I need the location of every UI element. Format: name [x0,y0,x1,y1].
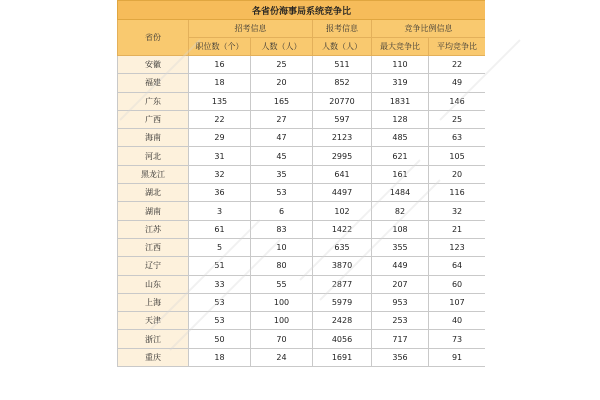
recruit-count-cell: 25 [251,56,313,74]
positions-cell: 18 [189,348,251,366]
table-row [118,147,486,165]
apply-count-cell: 635 [313,238,372,256]
apply-count-cell: 641 [313,165,372,183]
apply-count-cell: 511 [313,56,372,74]
header-positions: 职位数（个） [189,38,251,56]
recruit-count-cell: 100 [251,312,313,330]
province-cell: 海南 [118,129,189,147]
apply-count-cell: 20770 [313,92,372,110]
province-cell: 浙江 [118,330,189,348]
apply-count-cell: 3870 [313,257,372,275]
recruit-count-cell: 24 [251,348,313,366]
positions-cell: 5 [189,238,251,256]
table-row [118,92,486,110]
province-cell: 辽宁 [118,257,189,275]
positions-cell: 3 [189,202,251,220]
table-row [118,110,486,128]
header-group-ratio: 竞争比例信息 [372,20,486,38]
apply-count-cell: 2877 [313,275,372,293]
table-row [118,348,486,366]
competition-table [117,0,485,367]
apply-count-cell: 102 [313,202,372,220]
province-cell: 上海 [118,293,189,311]
max-ratio-cell: 207 [372,275,429,293]
header-recruit-count: 人数（人） [251,38,313,56]
apply-count-cell: 1422 [313,220,372,238]
positions-cell: 51 [189,257,251,275]
province-cell: 江苏 [118,220,189,238]
recruit-count-cell: 45 [251,147,313,165]
positions-cell: 18 [189,74,251,92]
table-row [118,293,486,311]
avg-ratio-cell: 105 [429,147,486,165]
avg-ratio-cell: 63 [429,129,486,147]
max-ratio-cell: 449 [372,257,429,275]
apply-count-cell: 1691 [313,348,372,366]
province-cell: 广东 [118,92,189,110]
province-cell: 湖北 [118,184,189,202]
recruit-count-cell: 20 [251,74,313,92]
max-ratio-cell: 161 [372,165,429,183]
recruit-count-cell: 100 [251,293,313,311]
competition-table-sheet [117,0,485,400]
province-cell: 天津 [118,312,189,330]
recruit-count-cell: 70 [251,330,313,348]
max-ratio-cell: 108 [372,220,429,238]
max-ratio-cell: 953 [372,293,429,311]
avg-ratio-cell: 49 [429,74,486,92]
max-ratio-cell: 1831 [372,92,429,110]
apply-count-cell: 2995 [313,147,372,165]
max-ratio-cell: 621 [372,147,429,165]
positions-cell: 22 [189,110,251,128]
table-row [118,257,486,275]
apply-count-cell: 2123 [313,129,372,147]
max-ratio-cell: 717 [372,330,429,348]
apply-count-cell: 5979 [313,293,372,311]
positions-cell: 36 [189,184,251,202]
table-row [118,129,486,147]
max-ratio-cell: 253 [372,312,429,330]
province-cell: 湖南 [118,202,189,220]
positions-cell: 61 [189,220,251,238]
table-body [118,56,486,367]
avg-ratio-cell: 146 [429,92,486,110]
table-row [118,312,486,330]
recruit-count-cell: 83 [251,220,313,238]
table-row [118,238,486,256]
header-province: 省份 [118,20,189,56]
apply-count-cell: 852 [313,74,372,92]
max-ratio-cell: 319 [372,74,429,92]
max-ratio-cell: 356 [372,348,429,366]
avg-ratio-cell: 91 [429,348,486,366]
positions-cell: 135 [189,92,251,110]
header-group-apply: 报考信息 [313,20,372,38]
avg-ratio-cell: 22 [429,56,486,74]
header-apply-count: 人数（人） [313,38,372,56]
max-ratio-cell: 485 [372,129,429,147]
province-cell: 河北 [118,147,189,165]
positions-cell: 32 [189,165,251,183]
positions-cell: 50 [189,330,251,348]
recruit-count-cell: 10 [251,238,313,256]
positions-cell: 53 [189,293,251,311]
header-avg-ratio: 平均竞争比 [429,38,486,56]
province-cell: 广西 [118,110,189,128]
header-max-ratio: 最大竞争比 [372,38,429,56]
table-row [118,202,486,220]
positions-cell: 29 [189,129,251,147]
province-cell: 江西 [118,238,189,256]
recruit-count-cell: 27 [251,110,313,128]
table-row [118,165,486,183]
province-cell: 安徽 [118,56,189,74]
avg-ratio-cell: 73 [429,330,486,348]
avg-ratio-cell: 21 [429,220,486,238]
table-title: 各省份海事局系统竞争比 [118,1,486,20]
province-cell: 黑龙江 [118,165,189,183]
recruit-count-cell: 80 [251,257,313,275]
positions-cell: 16 [189,56,251,74]
province-cell: 重庆 [118,348,189,366]
apply-count-cell: 597 [313,110,372,128]
recruit-count-cell: 47 [251,129,313,147]
apply-count-cell: 4497 [313,184,372,202]
header-group-recruit: 招考信息 [189,20,313,38]
positions-cell: 33 [189,275,251,293]
recruit-count-cell: 6 [251,202,313,220]
max-ratio-cell: 128 [372,110,429,128]
recruit-count-cell: 55 [251,275,313,293]
avg-ratio-cell: 32 [429,202,486,220]
avg-ratio-cell: 25 [429,110,486,128]
province-cell: 福建 [118,74,189,92]
max-ratio-cell: 110 [372,56,429,74]
avg-ratio-cell: 116 [429,184,486,202]
table-row [118,220,486,238]
max-ratio-cell: 82 [372,202,429,220]
avg-ratio-cell: 60 [429,275,486,293]
table-row [118,184,486,202]
max-ratio-cell: 1484 [372,184,429,202]
max-ratio-cell: 355 [372,238,429,256]
apply-count-cell: 2428 [313,312,372,330]
avg-ratio-cell: 107 [429,293,486,311]
apply-count-cell: 4056 [313,330,372,348]
province-cell: 山东 [118,275,189,293]
avg-ratio-cell: 20 [429,165,486,183]
table-row [118,330,486,348]
table-row [118,275,486,293]
recruit-count-cell: 35 [251,165,313,183]
recruit-count-cell: 165 [251,92,313,110]
avg-ratio-cell: 40 [429,312,486,330]
recruit-count-cell: 53 [251,184,313,202]
avg-ratio-cell: 64 [429,257,486,275]
positions-cell: 53 [189,312,251,330]
positions-cell: 31 [189,147,251,165]
table-row [118,74,486,92]
table-row [118,56,486,74]
avg-ratio-cell: 123 [429,238,486,256]
